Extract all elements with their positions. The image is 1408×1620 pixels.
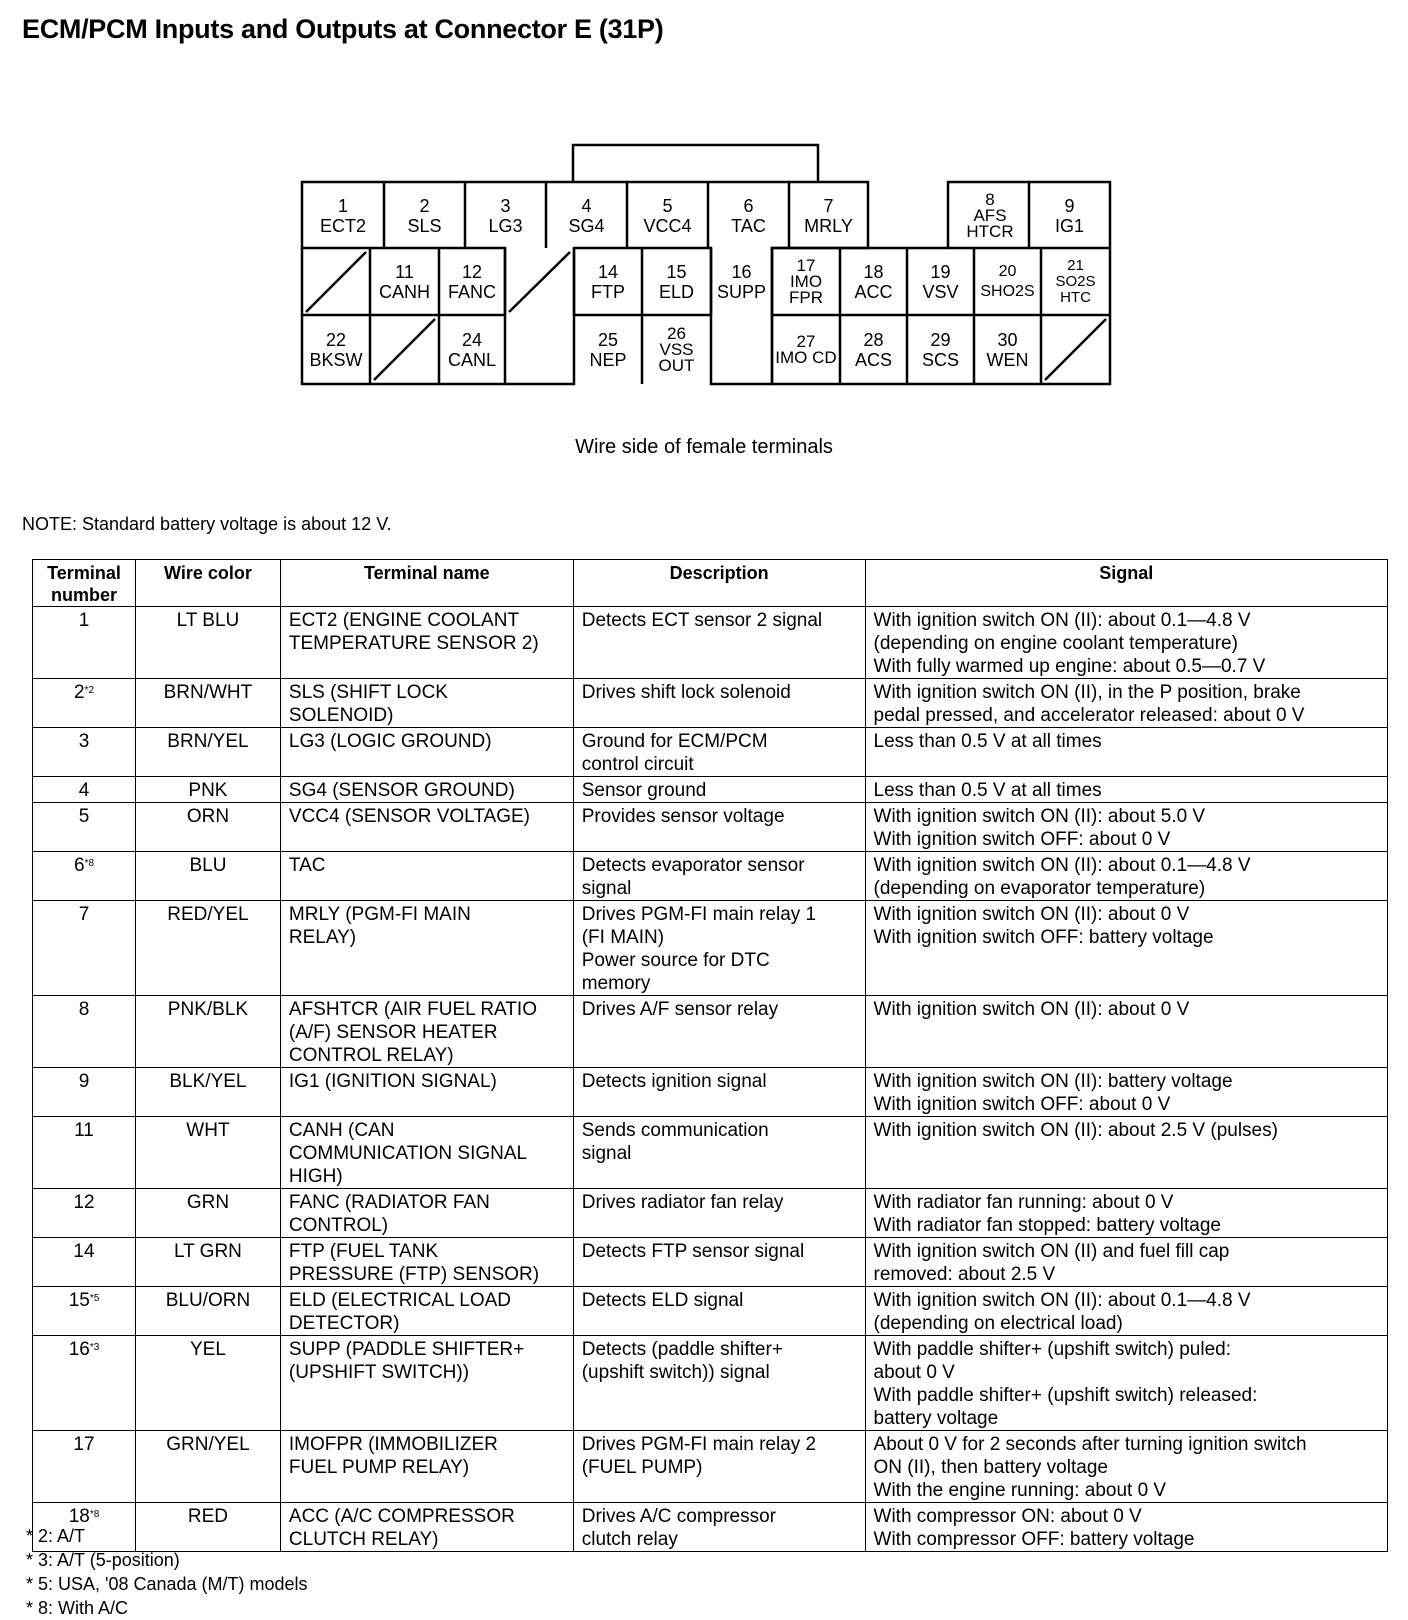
terminal-number: 1 <box>78 610 90 631</box>
cell-terminal-number <box>33 1117 136 1189</box>
footnote: * 5: USA, '08 Canada (M/T) models <box>26 1574 308 1594</box>
cell-description: Detects evaporator sensor signal <box>573 852 865 901</box>
cell-signal: With ignition switch ON (II), in the P position, brake pedal pressed, and accelerator released: about 0 V <box>865 679 1387 728</box>
terminal-number: 3 <box>78 731 90 752</box>
connector-terminal-21: 21 SO2S HTC <box>1055 257 1096 306</box>
cell-terminal-number <box>33 1287 136 1336</box>
cell-signal: With ignition switch ON (II): about 0 V <box>865 996 1387 1068</box>
connector-caption: Wire side of female terminals <box>575 436 833 458</box>
footnote-mark: *8 <box>89 1509 100 1520</box>
cell-wire-color: PNK <box>135 777 280 803</box>
connector-terminal-1: 1 ECT2 <box>319 196 366 236</box>
connector-terminal-8: 8 AFS HTCR <box>966 190 1014 241</box>
cell-terminal-number <box>33 1431 136 1503</box>
terminal-number: 7 <box>78 904 90 925</box>
cell-signal: With ignition switch ON (II): about 0 V With ignition switch OFF: battery voltage <box>865 901 1387 996</box>
terminal-number: 5 <box>78 806 90 827</box>
connector-terminal-30: 30 WEN <box>986 330 1029 370</box>
connector-terminal-17: 17 IMO FPR <box>789 256 823 307</box>
cell-wire-color: GRN/YEL <box>135 1431 280 1503</box>
cell-wire-color: RED <box>135 1503 280 1552</box>
header-terminal-name: Terminal name <box>280 560 573 607</box>
cell-description: Ground for ECM/PCM control circuit <box>573 728 865 777</box>
connector-terminal-22: 22 BKSW <box>309 330 363 370</box>
cell-terminal-name: ELD (ELECTRICAL LOAD DETECTOR) <box>280 1287 573 1336</box>
connector-terminal-26: 26 VSS OUT <box>658 324 695 375</box>
table-row <box>33 728 1388 777</box>
connector-terminal-25: 25 NEP <box>589 330 627 370</box>
cell-wire-color: ORN <box>135 803 280 852</box>
io-table <box>32 559 1388 1552</box>
cell-terminal-name: AFSHTCR (AIR FUEL RATIO (A/F) SENSOR HEATER CONTROL RELAY) <box>280 996 573 1068</box>
cell-terminal-number <box>33 679 136 728</box>
connector-terminal-2: 2 SLS <box>407 196 442 236</box>
header-terminal-number: Terminal number <box>33 560 136 607</box>
footnote-mark: *5 <box>89 1293 100 1304</box>
page-title: ECM/PCM Inputs and Outputs at Connector E (31P) <box>22 14 664 44</box>
cell-signal: Less than 0.5 V at all times <box>865 728 1387 777</box>
cell-signal: With radiator fan running: about 0 V With radiator fan stopped: battery voltage <box>865 1189 1387 1238</box>
table-row <box>33 1238 1388 1287</box>
connector-terminal-28: 28 ACS <box>854 330 892 370</box>
cell-terminal-name: FTP (FUEL TANK PRESSURE (FTP) SENSOR) <box>280 1238 573 1287</box>
terminal-number: 14 <box>73 1241 95 1262</box>
cell-terminal-name: SUPP (PADDLE SHIFTER+ (UPSHIFT SWITCH)) <box>280 1336 573 1431</box>
battery-note: NOTE: Standard battery voltage is about 12 V. <box>22 514 392 534</box>
cell-description: Sends communication signal <box>573 1117 865 1189</box>
terminal-number: 8 <box>78 999 90 1020</box>
cell-signal: With ignition switch ON (II): about 0.1—4.8 V (depending on evaporator temperature) <box>865 852 1387 901</box>
connector-terminal-11: 11 CANH <box>378 262 430 302</box>
connector-terminal-6: 6 TAC <box>731 196 766 236</box>
cell-terminal-number <box>33 777 136 803</box>
connector-terminal-12: 12 FANC <box>447 262 496 302</box>
cell-terminal-name: CANH (CAN COMMUNICATION SIGNAL HIGH) <box>280 1117 573 1189</box>
table-row <box>33 996 1388 1068</box>
table-row <box>33 901 1388 996</box>
table-row <box>33 1117 1388 1189</box>
connector-terminal-18: 18 ACC <box>854 262 893 302</box>
table-header-row <box>33 560 1388 607</box>
connector-terminal-5: 5 VCC4 <box>643 196 692 236</box>
connector-terminal-15: 15 ELD <box>658 262 694 302</box>
cell-terminal-number <box>33 1068 136 1117</box>
terminal-number: 12 <box>73 1192 95 1213</box>
cell-description: Drives shift lock solenoid <box>573 679 865 728</box>
cell-terminal-number <box>33 852 136 901</box>
cell-terminal-number <box>33 803 136 852</box>
table-row <box>33 852 1388 901</box>
cell-wire-color: BRN/YEL <box>135 728 280 777</box>
connector-terminal-3: 3 LG3 <box>488 196 523 236</box>
cell-signal: About 0 V for 2 seconds after turning ignition switch ON (II), then battery voltage With the engine running: about 0 V <box>865 1431 1387 1503</box>
cell-description: Detects ECT sensor 2 signal <box>573 607 865 679</box>
cell-signal: With ignition switch ON (II): about 0.1—4.8 V (depending on engine coolant temperature) With fully warmed up engine: about 0.5—0.7 V <box>865 607 1387 679</box>
cell-wire-color: WHT <box>135 1117 280 1189</box>
cell-wire-color: RED/YEL <box>135 901 280 996</box>
cell-terminal-number <box>33 1238 136 1287</box>
cell-signal: With compressor ON: about 0 V With compressor OFF: battery voltage <box>865 1503 1387 1552</box>
cell-signal: With paddle shifter+ (upshift switch) puled: about 0 V With paddle shifter+ (upshift switch) released: battery voltage <box>865 1336 1387 1431</box>
cell-terminal-name: IG1 (IGNITION SIGNAL) <box>280 1068 573 1117</box>
cell-terminal-name: FANC (RADIATOR FAN CONTROL) <box>280 1189 573 1238</box>
header-signal: Signal <box>865 560 1387 607</box>
header-wire-color: Wire color <box>135 560 280 607</box>
cell-terminal-number <box>33 607 136 679</box>
terminal-number: 16 <box>68 1339 90 1360</box>
cell-terminal-name: LG3 (LOGIC GROUND) <box>280 728 573 777</box>
cell-terminal-name: SG4 (SENSOR GROUND) <box>280 777 573 803</box>
cell-terminal-name: SLS (SHIFT LOCK SOLENOID) <box>280 679 573 728</box>
header-description: Description <box>573 560 865 607</box>
cell-terminal-number <box>33 901 136 996</box>
footnote: * 8: With A/C <box>26 1598 129 1618</box>
connector-terminal-4: 4 SG4 <box>568 196 605 236</box>
cell-wire-color: YEL <box>135 1336 280 1431</box>
cell-description: Drives A/F sensor relay <box>573 996 865 1068</box>
connector-terminal-27: 27 IMO CD <box>775 332 837 367</box>
table-row <box>33 803 1388 852</box>
terminal-number: 6 <box>73 855 85 876</box>
cell-description: Sensor ground <box>573 777 865 803</box>
cell-description: Detects ELD signal <box>573 1287 865 1336</box>
cell-signal: Less than 0.5 V at all times <box>865 777 1387 803</box>
terminal-number: 17 <box>73 1434 95 1455</box>
table-row <box>33 1336 1388 1431</box>
terminal-number: 15 <box>68 1290 90 1311</box>
cell-terminal-number <box>33 996 136 1068</box>
table-row <box>33 1431 1388 1503</box>
cell-description: Detects FTP sensor signal <box>573 1238 865 1287</box>
cell-terminal-name: TAC <box>280 852 573 901</box>
cell-wire-color: BLK/YEL <box>135 1068 280 1117</box>
connector-terminal-20: 20 SHO2S <box>980 263 1035 300</box>
terminal-number: 9 <box>78 1071 90 1092</box>
cell-terminal-name: MRLY (PGM-FI MAIN RELAY) <box>280 901 573 996</box>
footnote: * 3: A/T (5-position) <box>26 1550 180 1570</box>
connector-terminal-29: 29 SCS <box>921 330 959 370</box>
cell-wire-color: BLU/ORN <box>135 1287 280 1336</box>
footnotes <box>26 1524 308 1620</box>
connector-terminal-19: 19 VSV <box>922 262 959 302</box>
cell-signal: With ignition switch ON (II): battery voltage With ignition switch OFF: about 0 V <box>865 1068 1387 1117</box>
cell-description: Detects ignition signal <box>573 1068 865 1117</box>
table-row <box>33 777 1388 803</box>
cell-description: Drives PGM-FI main relay 2 (FUEL PUMP) <box>573 1431 865 1503</box>
table-row <box>33 1287 1388 1336</box>
cell-terminal-number <box>33 1189 136 1238</box>
cell-wire-color: BLU <box>135 852 280 901</box>
cell-description: Detects (paddle shifter+ (upshift switch)) signal <box>573 1336 865 1431</box>
cell-signal: With ignition switch ON (II): about 5.0 V With ignition switch OFF: about 0 V <box>865 803 1387 852</box>
footnote: * 2: A/T <box>26 1526 86 1546</box>
cell-terminal-name: VCC4 (SENSOR VOLTAGE) <box>280 803 573 852</box>
table-row <box>33 1068 1388 1117</box>
cell-terminal-name: ACC (A/C COMPRESSOR CLUTCH RELAY) <box>280 1503 573 1552</box>
cell-signal: With ignition switch ON (II): about 2.5 V (pulses) <box>865 1117 1387 1189</box>
terminal-number: 18 <box>68 1506 90 1527</box>
table-row <box>33 1189 1388 1238</box>
connector-terminal-9: 9 IG1 <box>1054 196 1084 236</box>
terminal-number: 4 <box>78 780 90 801</box>
cell-wire-color: BRN/WHT <box>135 679 280 728</box>
terminal-number: 2 <box>73 682 85 703</box>
cell-terminal-number <box>33 1336 136 1431</box>
connector-terminal-14: 14 FTP <box>591 262 625 302</box>
cell-description: Provides sensor voltage <box>573 803 865 852</box>
connector-terminal-24: 24 CANL <box>447 330 496 370</box>
cell-terminal-number <box>33 728 136 777</box>
table-row <box>33 607 1388 679</box>
cell-wire-color: PNK/BLK <box>135 996 280 1068</box>
cell-wire-color: LT BLU <box>135 607 280 679</box>
cell-wire-color: GRN <box>135 1189 280 1238</box>
connector-terminal-16: 16 SUPP <box>716 262 767 302</box>
footnote-mark: *2 <box>84 685 94 696</box>
footnote-mark: *3 <box>89 1342 100 1353</box>
cell-description: Drives A/C compressor clutch relay <box>573 1503 865 1552</box>
cell-terminal-name: IMOFPR (IMMOBILIZER FUEL PUMP RELAY) <box>280 1431 573 1503</box>
terminal-number: 11 <box>74 1120 94 1141</box>
cell-description: Drives radiator fan relay <box>573 1189 865 1238</box>
cell-terminal-name: ECT2 (ENGINE COOLANT TEMPERATURE SENSOR 2) <box>280 607 573 679</box>
connector-terminal-7: 7 MRLY <box>804 196 853 236</box>
footnote-mark: *8 <box>84 858 94 869</box>
cell-signal: With ignition switch ON (II): about 0.1—4.8 V (depending on electrical load) <box>865 1287 1387 1336</box>
cell-wire-color: LT GRN <box>135 1238 280 1287</box>
table-row <box>33 679 1388 728</box>
cell-signal: With ignition switch ON (II) and fuel fill cap removed: about 2.5 V <box>865 1238 1387 1287</box>
cell-description: Drives PGM-FI main relay 1 (FI MAIN) Power source for DTC memory <box>573 901 865 996</box>
